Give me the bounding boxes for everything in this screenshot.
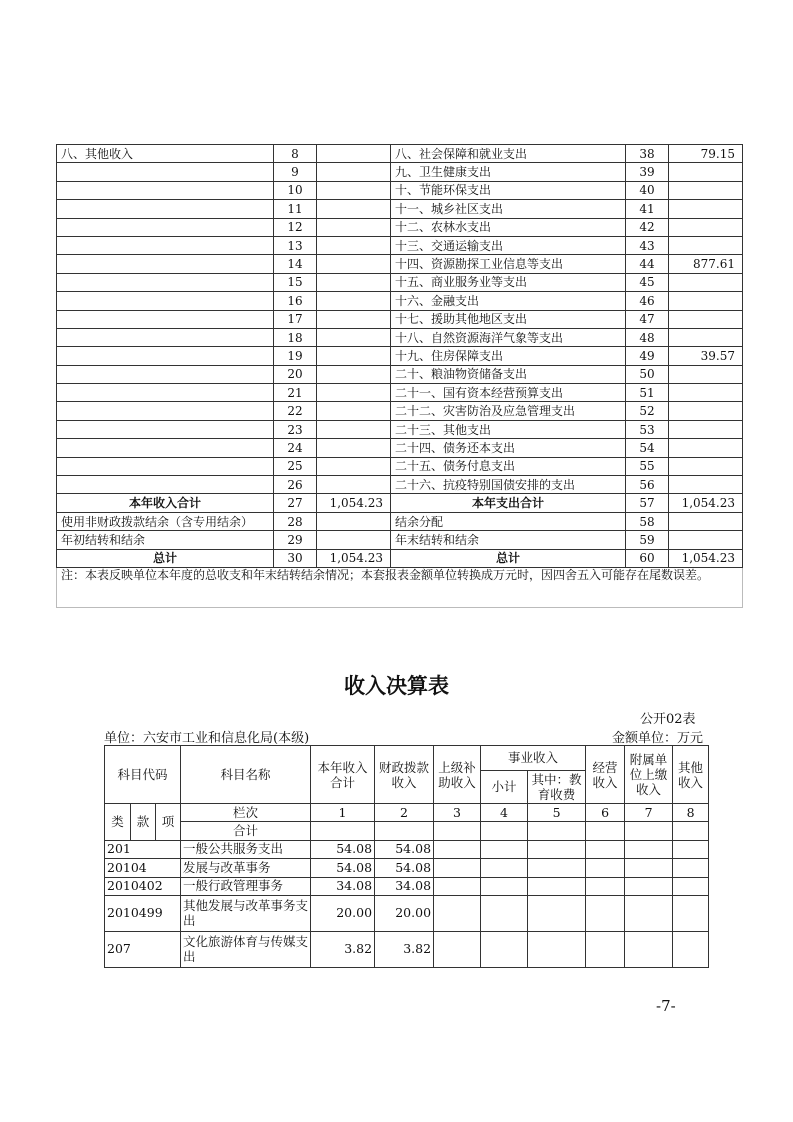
table-row <box>57 476 743 494</box>
expense-line-number: 60 <box>626 549 669 567</box>
expense-item-name: 二十一、国有资本经营预算支出 <box>391 384 626 402</box>
income-amount <box>317 273 391 291</box>
expense-amount: 1,054.23 <box>669 549 743 567</box>
income-item-name: 使用非财政拨款结余（含专用结余） <box>57 512 274 530</box>
income-item-name <box>57 218 274 236</box>
income-amount <box>317 292 391 310</box>
page-number: -7- <box>656 997 676 1015</box>
expense-amount <box>669 163 743 181</box>
header-col2: 财政拨款收入 <box>375 746 434 804</box>
expense-line-number: 58 <box>626 512 669 530</box>
income-item-name <box>57 292 274 310</box>
income-line-number: 10 <box>274 181 317 199</box>
expense-amount <box>669 200 743 218</box>
income-item-name <box>57 255 274 273</box>
header-heji: 合计 <box>181 822 311 840</box>
income-line-number: 25 <box>274 457 317 475</box>
expense-item-name: 九、卫生健康支出 <box>391 163 626 181</box>
empty-cell <box>481 840 528 858</box>
header-name: 科目名称 <box>181 746 311 804</box>
empty-cell <box>625 877 673 895</box>
expense-item-name: 二十、粮油物资储备支出 <box>391 365 626 383</box>
income-item-name: 年初结转和结余 <box>57 531 274 549</box>
empty-cell <box>586 840 625 858</box>
table-row <box>57 310 743 328</box>
col-num: 6 <box>586 804 625 822</box>
income-item-name <box>57 365 274 383</box>
income-amount <box>317 328 391 346</box>
expense-item-name: 十五、商业服务业等支出 <box>391 273 626 291</box>
income-item-name: 本年收入合计 <box>57 494 274 512</box>
expense-amount <box>669 439 743 457</box>
income-item-name <box>57 457 274 475</box>
expense-amount <box>669 273 743 291</box>
expense-item-name: 十二、农林水支出 <box>391 218 626 236</box>
income-line-number: 26 <box>274 476 317 494</box>
income-item-name <box>57 163 274 181</box>
expense-item-name: 二十三、其他支出 <box>391 420 626 438</box>
table-row <box>57 163 743 181</box>
income-amount <box>317 384 391 402</box>
income-item-name <box>57 273 274 291</box>
expense-amount: 39.57 <box>669 347 743 365</box>
income-amount <box>317 236 391 254</box>
empty-cell <box>625 895 673 931</box>
income-line-number: 15 <box>274 273 317 291</box>
expense-item-name: 十四、资源勘探工业信息等支出 <box>391 255 626 273</box>
empty-cell <box>434 895 481 931</box>
expense-amount <box>669 310 743 328</box>
income-item-name <box>57 476 274 494</box>
expense-line-number: 50 <box>626 365 669 383</box>
expense-line-number: 44 <box>626 255 669 273</box>
empty-cell <box>434 859 481 877</box>
expense-item-name: 总计 <box>391 549 626 567</box>
col-num: 5 <box>528 804 586 822</box>
income-line-number: 17 <box>274 310 317 328</box>
table-row <box>57 402 743 420</box>
subject-name: 文化旅游体育与传媒支出 <box>181 931 311 967</box>
income-line-number: 16 <box>274 292 317 310</box>
table-row <box>57 292 743 310</box>
fiscal-appropriation: 3.82 <box>375 931 434 967</box>
expense-item-name: 本年支出合计 <box>391 494 626 512</box>
expense-line-number: 48 <box>626 328 669 346</box>
table-row <box>57 145 743 163</box>
expense-amount <box>669 292 743 310</box>
empty-cell <box>528 877 586 895</box>
table-row <box>57 218 743 236</box>
income-amount <box>317 420 391 438</box>
table-row <box>57 273 743 291</box>
income-amount <box>317 365 391 383</box>
header-shiye: 事业收入 <box>481 746 586 771</box>
expense-line-number: 57 <box>626 494 669 512</box>
income-line-number: 20 <box>274 365 317 383</box>
table-row <box>57 200 743 218</box>
empty-cell <box>481 895 528 931</box>
empty-cell <box>481 859 528 877</box>
empty-cell <box>586 877 625 895</box>
subject-code: 201 <box>105 840 181 858</box>
income-amount <box>317 531 391 549</box>
income-line-number: 23 <box>274 420 317 438</box>
income-line-number: 30 <box>274 549 317 567</box>
header-col1: 本年收入合计 <box>311 746 375 804</box>
expense-line-number: 42 <box>626 218 669 236</box>
table-row <box>57 549 743 567</box>
fiscal-appropriation: 54.08 <box>375 859 434 877</box>
col-num: 8 <box>673 804 709 822</box>
income-amount <box>317 402 391 420</box>
empty-cell <box>673 931 709 967</box>
expense-item-name: 八、社会保障和就业支出 <box>391 145 626 163</box>
fiscal-appropriation: 34.08 <box>375 877 434 895</box>
expense-line-number: 56 <box>626 476 669 494</box>
subject-code: 207 <box>105 931 181 967</box>
expense-amount: 1,054.23 <box>669 494 743 512</box>
subject-name: 其他发展与改革事务支出 <box>181 895 311 931</box>
income-statement-table <box>104 745 709 968</box>
income-line-number: 24 <box>274 439 317 457</box>
expense-line-number: 54 <box>626 439 669 457</box>
empty-cell <box>528 859 586 877</box>
empty-cell <box>481 931 528 967</box>
expense-amount <box>669 476 743 494</box>
header-code: 科目代码 <box>105 746 181 804</box>
income-line-number: 13 <box>274 236 317 254</box>
empty-cell <box>528 840 586 858</box>
expense-line-number: 46 <box>626 292 669 310</box>
income-statement-title: 收入决算表 <box>344 674 449 698</box>
empty-cell <box>625 931 673 967</box>
income-item-name <box>57 420 274 438</box>
expense-item-name: 十八、自然资源海洋气象等支出 <box>391 328 626 346</box>
header-kuan: 款 <box>131 804 156 841</box>
income-amount <box>317 145 391 163</box>
income-item-name <box>57 347 274 365</box>
expense-line-number: 49 <box>626 347 669 365</box>
header-col8: 其他收入 <box>673 746 709 804</box>
income-item-name <box>57 328 274 346</box>
expense-line-number: 38 <box>626 145 669 163</box>
col-num: 1 <box>311 804 375 822</box>
income-item-name <box>57 310 274 328</box>
empty-cell <box>625 840 673 858</box>
fiscal-appropriation: 54.08 <box>375 840 434 858</box>
table-row <box>57 512 743 530</box>
header-subtotal: 小计 <box>481 771 528 804</box>
income-amount <box>317 218 391 236</box>
subject-code: 2010499 <box>105 895 181 931</box>
total-income: 54.08 <box>311 840 375 858</box>
income-item-name <box>57 181 274 199</box>
total-income: 34.08 <box>311 877 375 895</box>
header-lei: 类 <box>105 804 131 841</box>
table-row <box>105 895 709 931</box>
table-row <box>57 531 743 549</box>
expense-amount <box>669 218 743 236</box>
empty-cell <box>625 859 673 877</box>
expense-item-name: 十七、援助其他地区支出 <box>391 310 626 328</box>
expense-line-number: 45 <box>626 273 669 291</box>
table-row <box>57 494 743 512</box>
income-amount <box>317 200 391 218</box>
income-amount <box>317 163 391 181</box>
expense-line-number: 39 <box>626 163 669 181</box>
income-amount <box>317 181 391 199</box>
income-line-number: 9 <box>274 163 317 181</box>
expense-item-name: 十六、金融支出 <box>391 292 626 310</box>
expense-item-name: 二十四、债务还本支出 <box>391 439 626 457</box>
expense-line-number: 55 <box>626 457 669 475</box>
table-row <box>105 931 709 967</box>
header-lanci: 栏次 <box>181 804 311 822</box>
table-row <box>57 365 743 383</box>
expense-item-name: 年末结转和结余 <box>391 531 626 549</box>
header-col7: 附属单位上缴收入 <box>625 746 673 804</box>
expense-item-name: 十三、交通运输支出 <box>391 236 626 254</box>
expense-item-name: 二十五、债务付息支出 <box>391 457 626 475</box>
header-xiang: 项 <box>156 804 181 841</box>
income-item-name: 八、其他收入 <box>57 145 274 163</box>
subject-code: 2010402 <box>105 877 181 895</box>
col-num: 3 <box>434 804 481 822</box>
fiscal-appropriation: 20.00 <box>375 895 434 931</box>
total-income: 54.08 <box>311 859 375 877</box>
total-income: 3.82 <box>311 931 375 967</box>
expense-line-number: 52 <box>626 402 669 420</box>
table-row <box>57 181 743 199</box>
expense-amount: 877.61 <box>669 255 743 273</box>
income-line-number: 18 <box>274 328 317 346</box>
expense-line-number: 59 <box>626 531 669 549</box>
expense-amount <box>669 328 743 346</box>
income-line-number: 22 <box>274 402 317 420</box>
income-line-number: 14 <box>274 255 317 273</box>
empty-cell <box>528 895 586 931</box>
empty-cell <box>434 877 481 895</box>
empty-cell <box>586 931 625 967</box>
expense-amount: 79.15 <box>669 145 743 163</box>
table-row <box>57 439 743 457</box>
table-row <box>57 347 743 365</box>
income-amount <box>317 255 391 273</box>
expense-amount <box>669 384 743 402</box>
amount-unit-label: 金额单位：万元 <box>612 731 704 746</box>
empty-cell <box>528 931 586 967</box>
table-row <box>57 457 743 475</box>
table-row <box>57 384 743 402</box>
income-expense-summary-table <box>56 144 743 608</box>
income-item-name <box>57 402 274 420</box>
expense-item-name: 二十二、灾害防治及应急管理支出 <box>391 402 626 420</box>
empty-cell <box>673 877 709 895</box>
income-item-name: 总计 <box>57 549 274 567</box>
income-amount <box>317 457 391 475</box>
income-amount <box>317 476 391 494</box>
income-item-name <box>57 236 274 254</box>
income-line-number: 11 <box>274 200 317 218</box>
empty-cell <box>586 895 625 931</box>
income-amount: 1,054.23 <box>317 494 391 512</box>
expense-amount <box>669 457 743 475</box>
expense-item-name: 十、节能环保支出 <box>391 181 626 199</box>
expense-line-number: 51 <box>626 384 669 402</box>
income-amount <box>317 310 391 328</box>
income-line-number: 27 <box>274 494 317 512</box>
income-line-number: 29 <box>274 531 317 549</box>
table-note: 注：本表反映单位本年度的总收支和年末结转结余情况；本套报表金额单位转换成万元时，因四舍五入可能存在尾数误差。 <box>57 567 743 607</box>
subject-code: 20104 <box>105 859 181 877</box>
table-row <box>105 840 709 858</box>
income-amount <box>317 439 391 457</box>
income-item-name <box>57 200 274 218</box>
table-row <box>105 859 709 877</box>
income-item-name <box>57 439 274 457</box>
table-row <box>105 877 709 895</box>
header-col3: 上级补助收入 <box>434 746 481 804</box>
empty-cell <box>673 840 709 858</box>
empty-cell <box>673 895 709 931</box>
expense-amount <box>669 420 743 438</box>
income-amount <box>317 512 391 530</box>
expense-item-name: 结余分配 <box>391 512 626 530</box>
empty-cell <box>434 931 481 967</box>
table-row <box>57 420 743 438</box>
empty-cell <box>434 840 481 858</box>
expense-item-name: 十一、城乡社区支出 <box>391 200 626 218</box>
expense-line-number: 53 <box>626 420 669 438</box>
empty-cell <box>586 859 625 877</box>
header-col6: 经营收入 <box>586 746 625 804</box>
col-num: 2 <box>375 804 434 822</box>
expense-line-number: 41 <box>626 200 669 218</box>
expense-item-name: 二十六、抗疫特别国债安排的支出 <box>391 476 626 494</box>
expense-amount <box>669 236 743 254</box>
table-code: 公开02表 <box>640 712 696 727</box>
table-row <box>57 328 743 346</box>
income-item-name <box>57 384 274 402</box>
table-row <box>57 236 743 254</box>
expense-amount <box>669 181 743 199</box>
expense-amount <box>669 365 743 383</box>
table-row <box>57 255 743 273</box>
income-line-number: 21 <box>274 384 317 402</box>
empty-cell <box>481 877 528 895</box>
total-income: 20.00 <box>311 895 375 931</box>
income-line-number: 19 <box>274 347 317 365</box>
empty-cell <box>673 859 709 877</box>
income-amount <box>317 347 391 365</box>
subject-name: 发展与改革事务 <box>181 859 311 877</box>
expense-item-name: 十九、住房保障支出 <box>391 347 626 365</box>
expense-amount <box>669 531 743 549</box>
col-num: 7 <box>625 804 673 822</box>
subject-name: 一般行政管理事务 <box>181 877 311 895</box>
header-sub-edu: 其中：教育收费 <box>528 771 586 804</box>
expense-line-number: 43 <box>626 236 669 254</box>
col-num: 4 <box>481 804 528 822</box>
income-line-number: 8 <box>274 145 317 163</box>
income-line-number: 12 <box>274 218 317 236</box>
expense-line-number: 47 <box>626 310 669 328</box>
income-line-number: 28 <box>274 512 317 530</box>
subject-name: 一般公共服务支出 <box>181 840 311 858</box>
income-amount: 1,054.23 <box>317 549 391 567</box>
unit-label: 单位：六安市工业和信息化局(本级) <box>104 731 310 746</box>
expense-amount <box>669 512 743 530</box>
expense-amount <box>669 402 743 420</box>
expense-line-number: 40 <box>626 181 669 199</box>
